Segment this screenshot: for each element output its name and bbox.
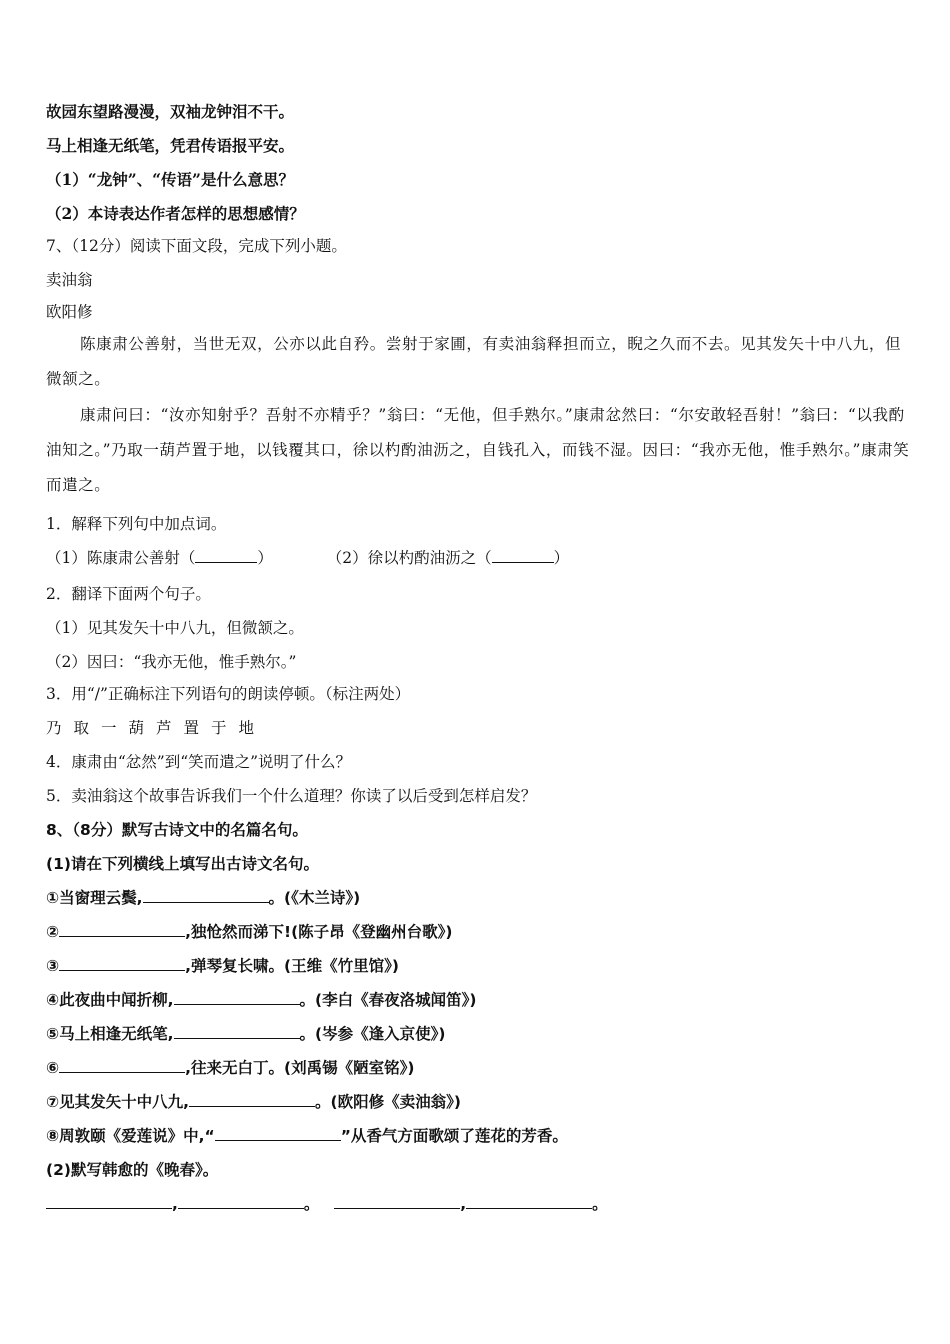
- q8-item-1-prefix: ①当窗理云鬓,: [46, 889, 143, 907]
- q8-item-4: [46, 990, 476, 1010]
- answer-blank[interactable]: [215, 1126, 341, 1141]
- q7-paragraph-2: 康肃问曰：“汝亦知射乎？吾射不亦精乎？”翁曰：“无他，但手熟尔。”康肃忿然曰：“尔安敢轻吾射！”翁曰：“以我酌油知之。”乃取一葫芦置于地，以钱覆其口，徐以杓酌油沥之，自钱孔入，而钱不湿。因曰：“我亦无他，惟手熟尔。”康肃笑而遣之。: [46, 406, 910, 494]
- q7-sub-5: 5．卖油翁这个故事告诉我们一个什么道理？你读了以后受到怎样启发？: [46, 787, 537, 805]
- q8-item-5-suffix: 。(岑参《逢入京使》): [299, 1025, 446, 1043]
- q8-item-6-prefix: ⑥: [46, 1059, 60, 1077]
- q7-sub-4: 4．康肃由“忿然”到“笑而遣之”说明了什么？: [46, 753, 352, 771]
- q8-item-1-suffix: 。(《木兰诗》): [268, 889, 361, 907]
- q8-header: 8、（8分）默写古诗文中的名篇名句。: [46, 821, 308, 839]
- q7-sub-1b-suffix: ）: [553, 549, 570, 567]
- q8-item-3-prefix: ③: [46, 957, 60, 975]
- q8-item-7: [46, 1092, 461, 1112]
- q7-header: 7、（12分）阅读下面文段，完成下列小题。: [46, 237, 347, 255]
- q8-item-1: [46, 888, 360, 908]
- q8-item-8-prefix: ⑧周敦颐《爱莲说》中,“: [46, 1127, 215, 1145]
- q8-item-3: [46, 956, 399, 976]
- answer-blank[interactable]: [59, 956, 185, 971]
- answer-blank[interactable]: [178, 1194, 304, 1209]
- poem-line-1: 故园东望路漫漫，双袖龙钟泪不干。: [46, 102, 295, 121]
- separator-period: 。: [303, 1195, 320, 1213]
- poem-line-2: 马上相逢无纸笔，凭君传语报平安。: [46, 136, 295, 155]
- q8-item-5: [46, 1024, 445, 1044]
- q8-item-2-suffix: ,独怆然而涕下!(陈子昂《登幽州台歌》): [185, 923, 453, 941]
- q8-item-6: [46, 1058, 414, 1078]
- separator-period: 。: [592, 1195, 608, 1213]
- q7-sub-2b: （2）因曰：“我亦无他，惟手熟尔。”: [46, 653, 297, 671]
- q7-sub-3-sentence: 乃取一葫芦置于地: [46, 719, 267, 737]
- poem-question-2: （2）本诗表达作者怎样的思想感情？: [46, 204, 305, 223]
- q8-item-3-suffix: ,弹琴复长啸。(王维《竹里馆》): [185, 957, 399, 975]
- answer-blank[interactable]: [492, 548, 554, 563]
- answer-blank[interactable]: [189, 1092, 315, 1107]
- q8-item-4-prefix: ④此夜曲中闻折柳,: [46, 991, 174, 1009]
- q8-poem-blanks: [46, 1194, 608, 1214]
- q7-paragraph-1: 陈康肃公善射，当世无双，公亦以此自矜。尝射于家圃，有卖油翁释担而立，睨之久而不去。见其发矢十中八九，但微颔之。: [46, 335, 902, 388]
- poem-question-1: （1）“龙钟”、“传语”是什么意思？: [46, 170, 294, 189]
- answer-blank[interactable]: [174, 990, 300, 1005]
- q8-item-5-prefix: ⑤马上相逢无纸笔,: [46, 1025, 174, 1043]
- q8-sub-1: (1)请在下列横线上填写出古诗文名句。: [46, 855, 319, 873]
- q7-sub-2a: （1）见其发矢十中八九，但微颔之。: [46, 619, 304, 637]
- q8-item-6-suffix: ,往来无白丁。(刘禹锡《陋室铭》): [185, 1059, 415, 1077]
- q8-item-2-prefix: ②: [46, 923, 60, 941]
- answer-blank[interactable]: [174, 1024, 300, 1039]
- q7-sub-1: 1．解释下列句中加点词。: [46, 515, 227, 533]
- answer-blank[interactable]: [195, 548, 257, 563]
- answer-blank[interactable]: [59, 922, 185, 937]
- q8-item-2: [46, 922, 453, 942]
- q7-sub-1b-prefix: （2）徐以杓酌油沥之（: [326, 549, 492, 567]
- q8-item-7-prefix: ⑦见其发矢十中八九,: [46, 1093, 190, 1111]
- q8-item-4-suffix: 。(李白《春夜洛城闻笛》): [299, 991, 477, 1009]
- q7-sub-1-items: [46, 548, 569, 568]
- answer-blank[interactable]: [59, 1058, 185, 1073]
- separator-comma: ,: [460, 1195, 467, 1213]
- answer-blank[interactable]: [334, 1194, 460, 1209]
- answer-blank[interactable]: [466, 1194, 592, 1209]
- separator-comma: ,: [172, 1195, 178, 1213]
- q7-sub-2: 2．翻译下面两个句子。: [46, 585, 211, 603]
- answer-blank[interactable]: [143, 888, 269, 903]
- q7-title: 卖油翁: [46, 271, 93, 289]
- q8-sub-2: (2)默写韩愈的《晚春》。: [46, 1161, 219, 1179]
- q7-sub-3: 3．用“/”正确标注下列语句的朗读停顿。（标注两处）: [46, 685, 411, 703]
- answer-blank[interactable]: [46, 1194, 172, 1209]
- q7-sub-1a-suffix: ）: [257, 549, 273, 567]
- q8-item-7-suffix: 。(欧阳修《卖油翁》): [315, 1093, 461, 1111]
- q7-sub-1a-prefix: （1）陈康肃公善射（: [46, 549, 196, 567]
- q8-item-8-suffix: ”从香气方面歌颂了莲花的芳香。: [340, 1127, 568, 1145]
- q8-item-8: [46, 1126, 568, 1146]
- q7-author: 欧阳修: [46, 303, 93, 321]
